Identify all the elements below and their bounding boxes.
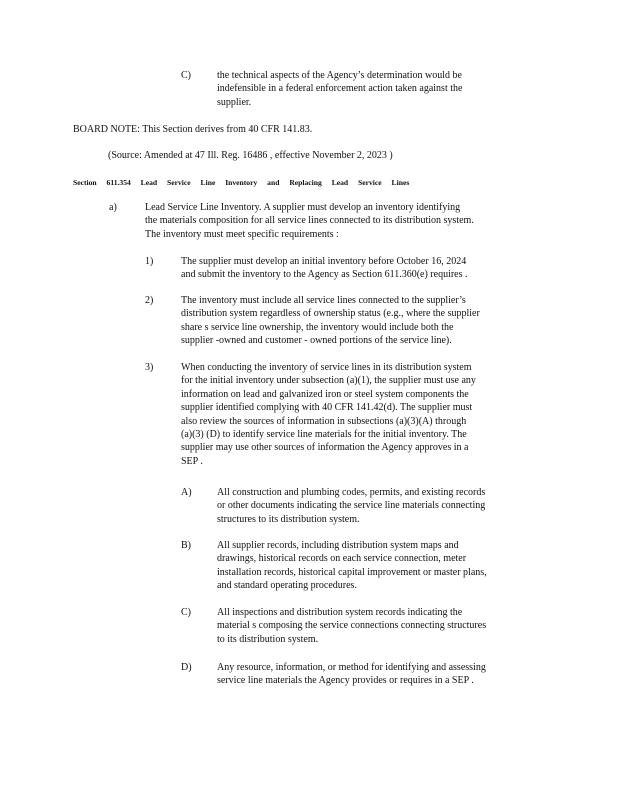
text-line: (a)(3) (D) to identify service line materials for the initial inventory. The [181, 429, 467, 441]
text-line: supplier -owned and customer - owned portions of the service line). [181, 335, 452, 347]
text-line: indefensible in a federal enforcement action taken against the [217, 83, 463, 95]
item-label: 3) [145, 362, 154, 373]
text-line: supplier identified complying with 40 CFR 141.42(d). The supplier must [181, 402, 473, 414]
item-1-text [181, 255, 468, 282]
top-item-text [217, 69, 462, 109]
text-line: and submit the inventory to the Agency as Section 611.360(e) requires . [181, 269, 468, 281]
text-line: supplier may use other sources of information the Agency approves in a [181, 442, 469, 454]
text-line: All inspections and distribution system records indicating the [217, 607, 463, 618]
sub-item-a-text [217, 486, 485, 526]
text-line: Any resource, information, or method for identifying and assessing [217, 662, 486, 673]
text-line: the technical aspects of the Agency’s determination would be [217, 70, 462, 81]
board-note: BOARD NOTE: This Section derives from 40 CFR 141.83. [73, 124, 313, 135]
item-label: 2) [145, 295, 154, 306]
text-line: for the initial inventory under subsection (a)(1), the supplier must use any [181, 375, 476, 387]
text-line: information on lead and galvanized iron or steel system components the [181, 388, 469, 400]
text-line: drawings, historical records on each service connection, meter [217, 553, 467, 565]
text-line: When conducting the inventory of service lines in its distribution system [181, 362, 472, 373]
subsection-label: a) [109, 202, 117, 213]
item-label: A) [181, 487, 192, 498]
text-line: and standard operating procedures. [217, 580, 357, 592]
text-line: The inventory must include all service lines connected to the supplier’s [181, 295, 466, 306]
sub-item-d-text [217, 661, 486, 688]
text-line: to its distribution system. [217, 633, 319, 645]
item-label: 1) [145, 256, 154, 267]
subsection-a-text [145, 201, 474, 241]
text-line: material s composing the service connections connecting structures [217, 620, 487, 632]
text-line: service line materials the Agency provides or requires in a SEP . [217, 675, 474, 687]
text-line: The inventory must meet specific requirements : [145, 228, 339, 240]
text-line: the materials composition for all service lines connected to its distribution system. [145, 215, 474, 227]
text-line: installation records, historical capital improvement or master plans, [217, 566, 487, 578]
source-note: (Source: Amended at 47 Ill. Reg. 16486 , effective November 2, 2023 ) [108, 150, 393, 161]
section-heading: Section 611.354 Lead Service Line Inventory and Replacing Lead Service Lines [73, 178, 410, 187]
text-line: also review the sources of information in subsections (a)(3)(A) through [181, 415, 467, 427]
item-2-text [181, 294, 480, 348]
item-label: C) [181, 607, 191, 618]
item-label: C) [181, 70, 191, 81]
text-line: SEP . [181, 455, 203, 467]
text-line: Lead Service Line Inventory. A supplier must develop an inventory identifying [145, 202, 461, 213]
text-line: All construction and plumbing codes, permits, and existing records [217, 487, 486, 498]
item-3-text [181, 361, 476, 468]
text-line: distribution system regardless of ownership status (e.g., where the supplier [181, 308, 480, 320]
text-line: supplier. [217, 96, 252, 108]
text-line: or other documents indicating the service line materials connecting [217, 500, 486, 512]
sub-item-b-text [217, 539, 487, 593]
item-label: B) [181, 540, 191, 551]
sub-item-c-text [217, 606, 486, 646]
text-line: The supplier must develop an initial inventory before October 16, 2024 [181, 256, 467, 267]
text-line: structures to its distribution system. [217, 513, 360, 525]
text-line: share s service line ownership, the inventory would include both the [181, 321, 454, 333]
item-label: D) [181, 662, 192, 673]
text-line: All supplier records, including distribution system maps and [217, 540, 459, 551]
